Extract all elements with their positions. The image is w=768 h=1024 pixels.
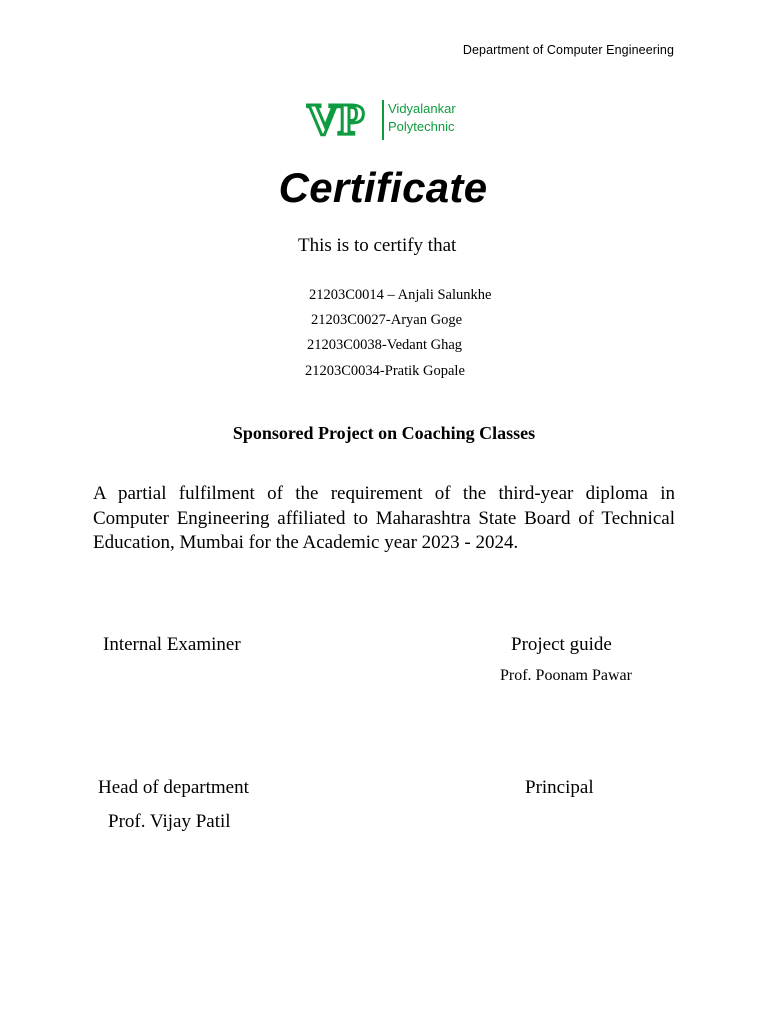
college-logo	[307, 96, 477, 144]
head-of-department-name: Prof. Vijay Patil	[108, 811, 231, 832]
certificate-title-text: Certificate	[278, 164, 488, 211]
head-of-department-label: Head of department	[98, 777, 249, 798]
student-entry: 21203C0014 – Anjali Salunkhe	[309, 287, 492, 303]
logo-text-line2: Polytechnic	[388, 119, 455, 134]
student-entry: 21203C0034-Pratik Gopale	[305, 363, 465, 379]
student-entry: 21203C0038-Vedant Ghag	[307, 337, 463, 353]
department-header: Department of Computer Engineering	[462, 43, 674, 57]
logo-divider	[382, 100, 384, 140]
logo-text	[388, 100, 456, 136]
certify-intro: This is to certify that	[298, 235, 457, 256]
certificate-description: A partial fulfilment of the requirement of the third-year diploma in Computer Engineering affiliated to Maharashtra State Board of Technical Education, Mumbai for the Academic year 2023 - 2024.	[93, 483, 675, 553]
student-entry: 21203C0027-Aryan Goge	[311, 312, 463, 328]
project-guide-label: Project guide	[511, 634, 612, 655]
certificate-title	[0, 164, 768, 212]
logo-mark: VP	[307, 95, 364, 144]
project-guide-name: Prof. Poonam Pawar	[500, 667, 632, 684]
principal-label: Principal	[525, 777, 594, 798]
project-title: Sponsored Project on Coaching Classes	[232, 423, 536, 443]
internal-examiner-label: Internal Examiner	[103, 634, 241, 655]
logo-text-line1: Vidyalankar	[388, 101, 456, 116]
